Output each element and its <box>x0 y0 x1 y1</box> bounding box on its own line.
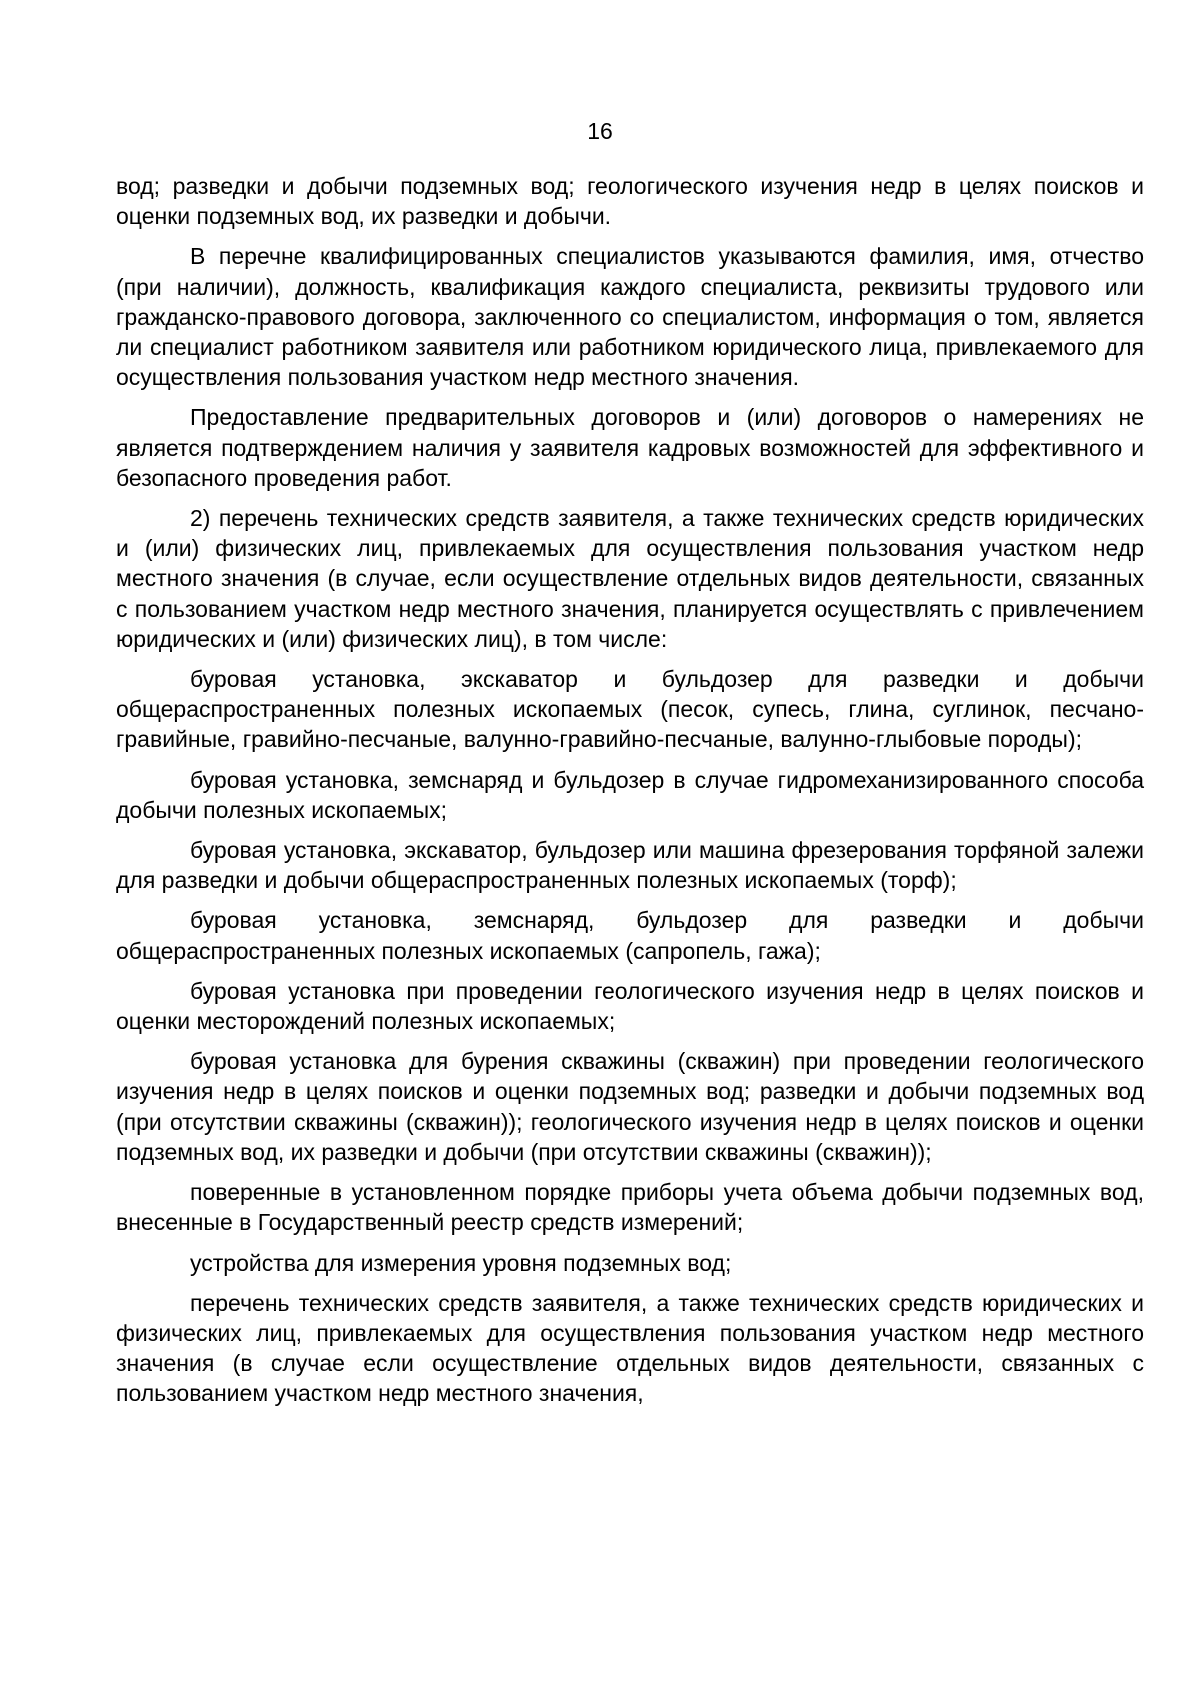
paragraph-12: устройства для измерения уровня подземных вод; <box>190 1249 732 1276</box>
paragraph-1: вод; разведки и добычи подземных вод; геологического изучения недр в целях поисков и оценки подземных вод, их разведки и добычи. <box>116 173 1144 230</box>
document-body <box>116 171 1144 1419</box>
paragraph-6: буровая установка, земснаряд и бульдозер в случае гидромеханизированного способа добычи полезных ископаемых; <box>116 766 1144 823</box>
page-number: 16 <box>587 118 613 144</box>
paragraph-10: буровая установка для бурения скважины (скважин) при проведении геологического изучения недр в целях поисков и оценки подземных вод; разведки и добычи подземных вод (при отсутствии скважины (скважин)); геологического изучения недр в целях поисков и оценки подземных вод, их разведки и добычи (при отсутствии скважины (скважин)); <box>116 1048 1144 1165</box>
paragraph-8: буровая установка, земснаряд, бульдозер для разведки и добычи общераспространенных полезных ископаемых (сапропель, гажа); <box>116 907 1144 964</box>
paragraph-4: 2) перечень технических средств заявителя, а также технических средств юридических и (или) физических лиц, привлекаемых для осуществления пользования участком недр местного значения (в случае, если осуществление отдельных видов деятельности, связанных с пользованием участком недр местного значения, планируется осуществлять с привлечением юридических и (или) физических лиц), в том числе: <box>116 505 1144 652</box>
paragraph-13: перечень технических средств заявителя, а также технических средств юридических и физических лиц, привлекаемых для осуществления пользования участком недр местного значения (в случае если осуществление отдельных видов деятельности, связанных с пользованием участком недр местного значения, <box>116 1289 1144 1407</box>
paragraph-11: поверенные в установленном порядке приборы учета объема добычи подземных вод, внесенные в Государственный реестр средств измерений; <box>116 1179 1144 1236</box>
paragraph-5: буровая установка, экскаватор и бульдозер для разведки и добычи общераспространенных полезных ископаемых (песок, супесь, глина, суглинок, песчано-гравийные, гравийно-песчаные, валунно-гравийно-песчаные, валунно-глыбовые породы); <box>116 666 1144 753</box>
paragraph-9: буровая установка при проведении геологического изучения недр в целях поисков и оценки месторождений полезных ископаемых; <box>116 977 1144 1035</box>
paragraph-7: буровая установка, экскаватор, бульдозер или машина фрезерования торфяной залежи для разведки и добычи общераспространенных полезных ископаемых (торф); <box>116 837 1144 894</box>
paragraph-2: В перечне квалифицированных специалистов указываются фамилия, имя, отчество (при наличии), должность, квалификация каждого специалиста, реквизиты трудового или гражданско-правового договора, заключенного со специалистом, информация о том, является ли специалист работником заявителя или работником юридического лица, привлекаемого для осуществления пользования участком недр местного значения. <box>116 243 1144 391</box>
paragraph-3: Предоставление предварительных договоров и (или) договоров о намерениях не является подтверждением наличия у заявителя кадровых возможностей для эффективного и безопасного проведения работ. <box>116 404 1144 491</box>
